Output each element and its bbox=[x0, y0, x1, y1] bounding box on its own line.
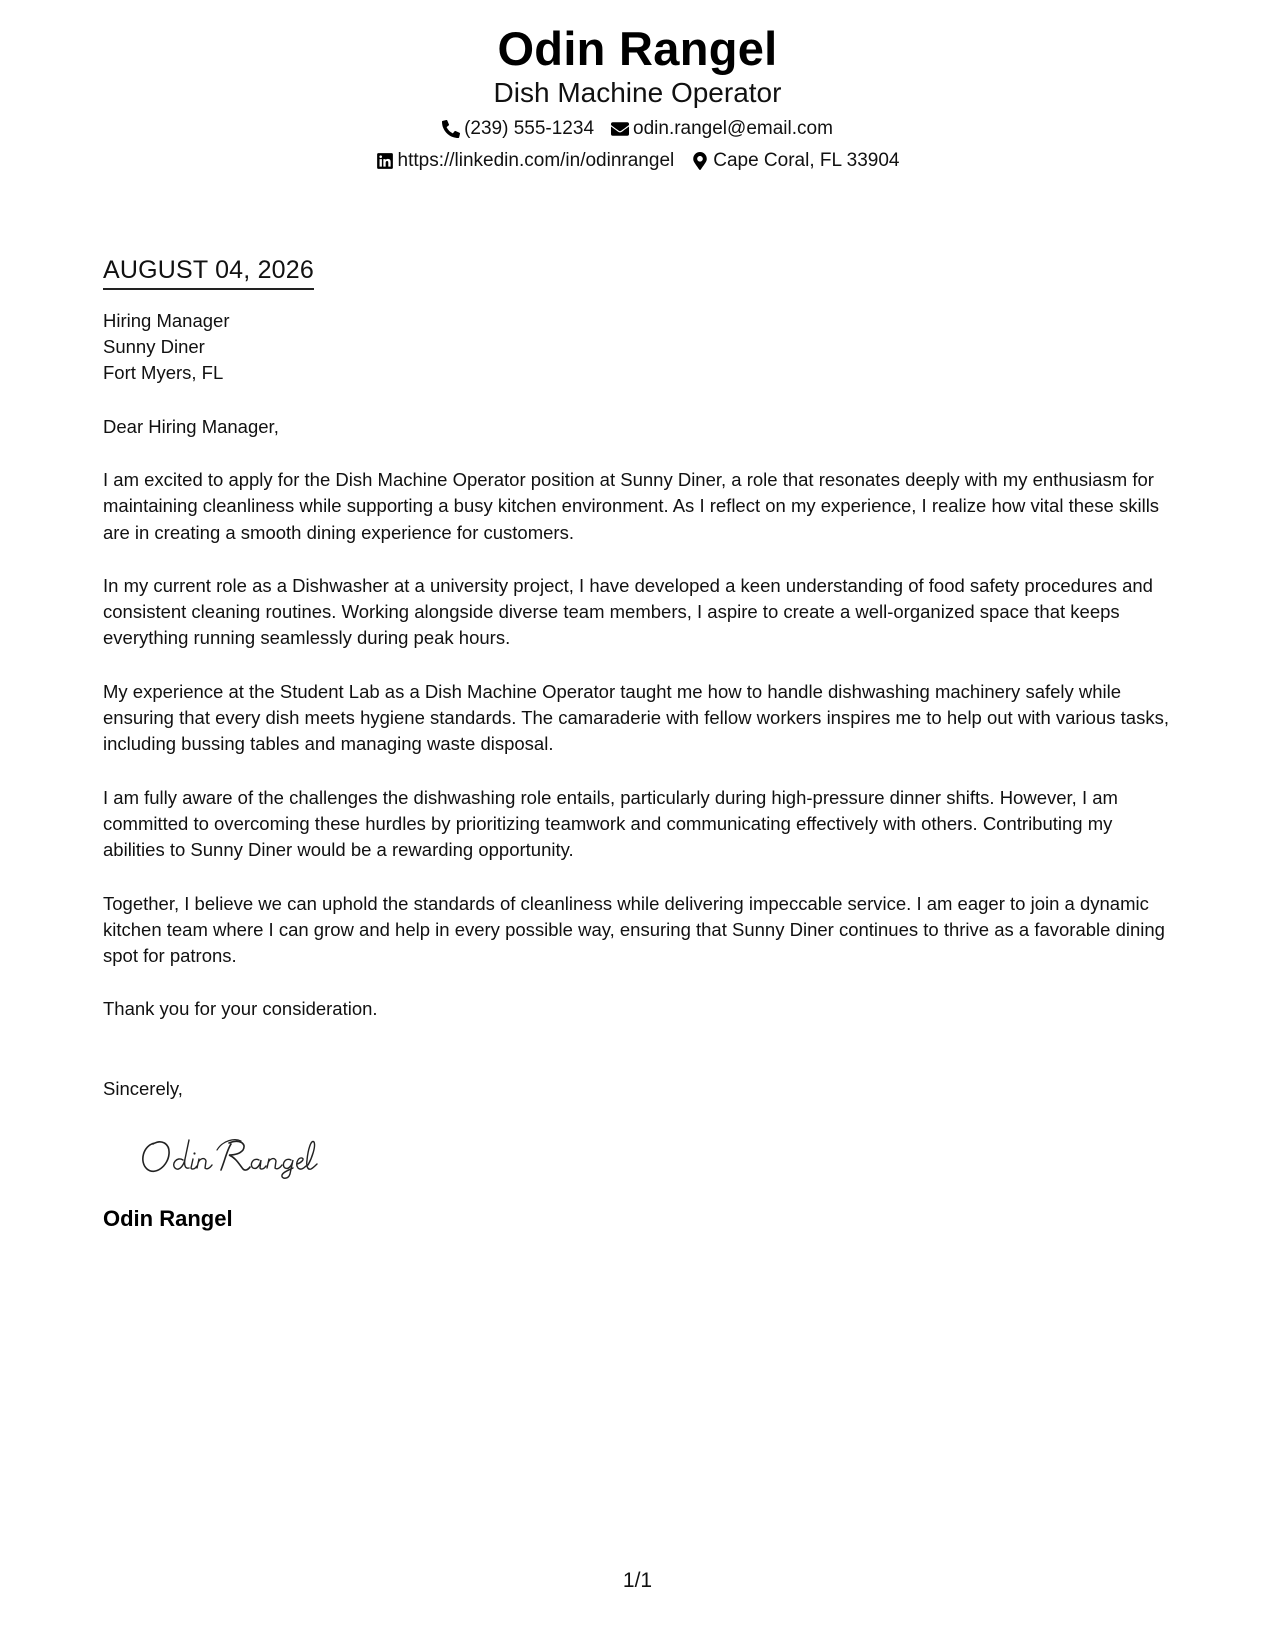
closing: Sincerely, bbox=[103, 1077, 183, 1099]
recipient-title: Hiring Manager bbox=[103, 310, 230, 331]
linkedin-text: https://linkedin.com/in/odinrangel bbox=[397, 150, 675, 171]
recipient-block bbox=[103, 308, 1175, 386]
letter-date: AUGUST 04, 2026 bbox=[103, 254, 314, 290]
signed-name: Odin Rangel bbox=[103, 1205, 233, 1231]
applicant-name: Odin Rangel bbox=[497, 22, 778, 75]
body-paragraph: In my current role as a Dishwasher at a university project, I have developed a keen understanding of food safety procedures and consistent cleaning routines. Working alongside diverse team members, I aspire to create a well-organized space that keeps everything running seamlessly during peak hours. bbox=[103, 574, 1153, 649]
contact-location bbox=[691, 149, 899, 173]
letter-header bbox=[0, 22, 1275, 173]
recipient-company: Sunny Diner bbox=[103, 336, 205, 357]
linkedin-icon bbox=[376, 152, 394, 170]
envelope-icon bbox=[611, 120, 629, 138]
phone-icon bbox=[442, 120, 460, 138]
email-text: odin.rangel@email.com bbox=[633, 118, 833, 139]
phone-text: (239) 555-1234 bbox=[464, 118, 595, 139]
location-text: Cape Coral, FL 33904 bbox=[713, 150, 900, 171]
page-number: 1/1 bbox=[622, 1569, 653, 1592]
thank-you-line: Thank you for your consideration. bbox=[103, 998, 378, 1020]
applicant-role: Dish Machine Operator bbox=[493, 77, 782, 108]
handwritten-signature bbox=[135, 1128, 335, 1180]
contact-line-primary bbox=[0, 117, 1275, 141]
body-paragraph: I am fully aware of the challenges the dishwashing role entails, particularly during high-pressure dinner shifts. However, I am committed to overcoming these hurdles by prioritizing teamwork and communicating effectively with others. Contributing my abilities to Sunny Diner would be a rewarding opportunity. bbox=[103, 786, 1118, 861]
contact-email bbox=[611, 117, 833, 141]
salutation: Dear Hiring Manager, bbox=[103, 416, 279, 437]
contact-linkedin bbox=[376, 149, 675, 173]
body-paragraph: I am excited to apply for the Dish Machine Operator position at Sunny Diner, a role that resonates deeply with my enthusiasm for maintaining cleanliness while supporting a busy kitchen environment. As I reflect on my experience, I realize how vital these skills are in creating a smooth dining experience for customers. bbox=[103, 469, 1160, 543]
body-paragraph: Together, I believe we can uphold the standards of cleanliness while delivering impeccable service. I am eager to join a dynamic kitchen team where I can grow and help in every possible way, ensuring that Sunny Diner continues to thrive as a favorable dining spot for patrons. bbox=[103, 892, 1165, 967]
contact-phone bbox=[442, 117, 594, 141]
recipient-location: Fort Myers, FL bbox=[103, 362, 224, 383]
contact-line-secondary bbox=[0, 149, 1275, 173]
map-marker-icon bbox=[691, 152, 709, 170]
body-paragraph: My experience at the Student Lab as a Dish Machine Operator taught me how to handle dishwashing machinery safely while ensuring that every dish meets hygiene standards. The camaraderie with fellow workers inspires me to help out with various tasks, including bussing tables and managing waste disposal. bbox=[103, 680, 1169, 755]
letter-body bbox=[103, 254, 1175, 1233]
